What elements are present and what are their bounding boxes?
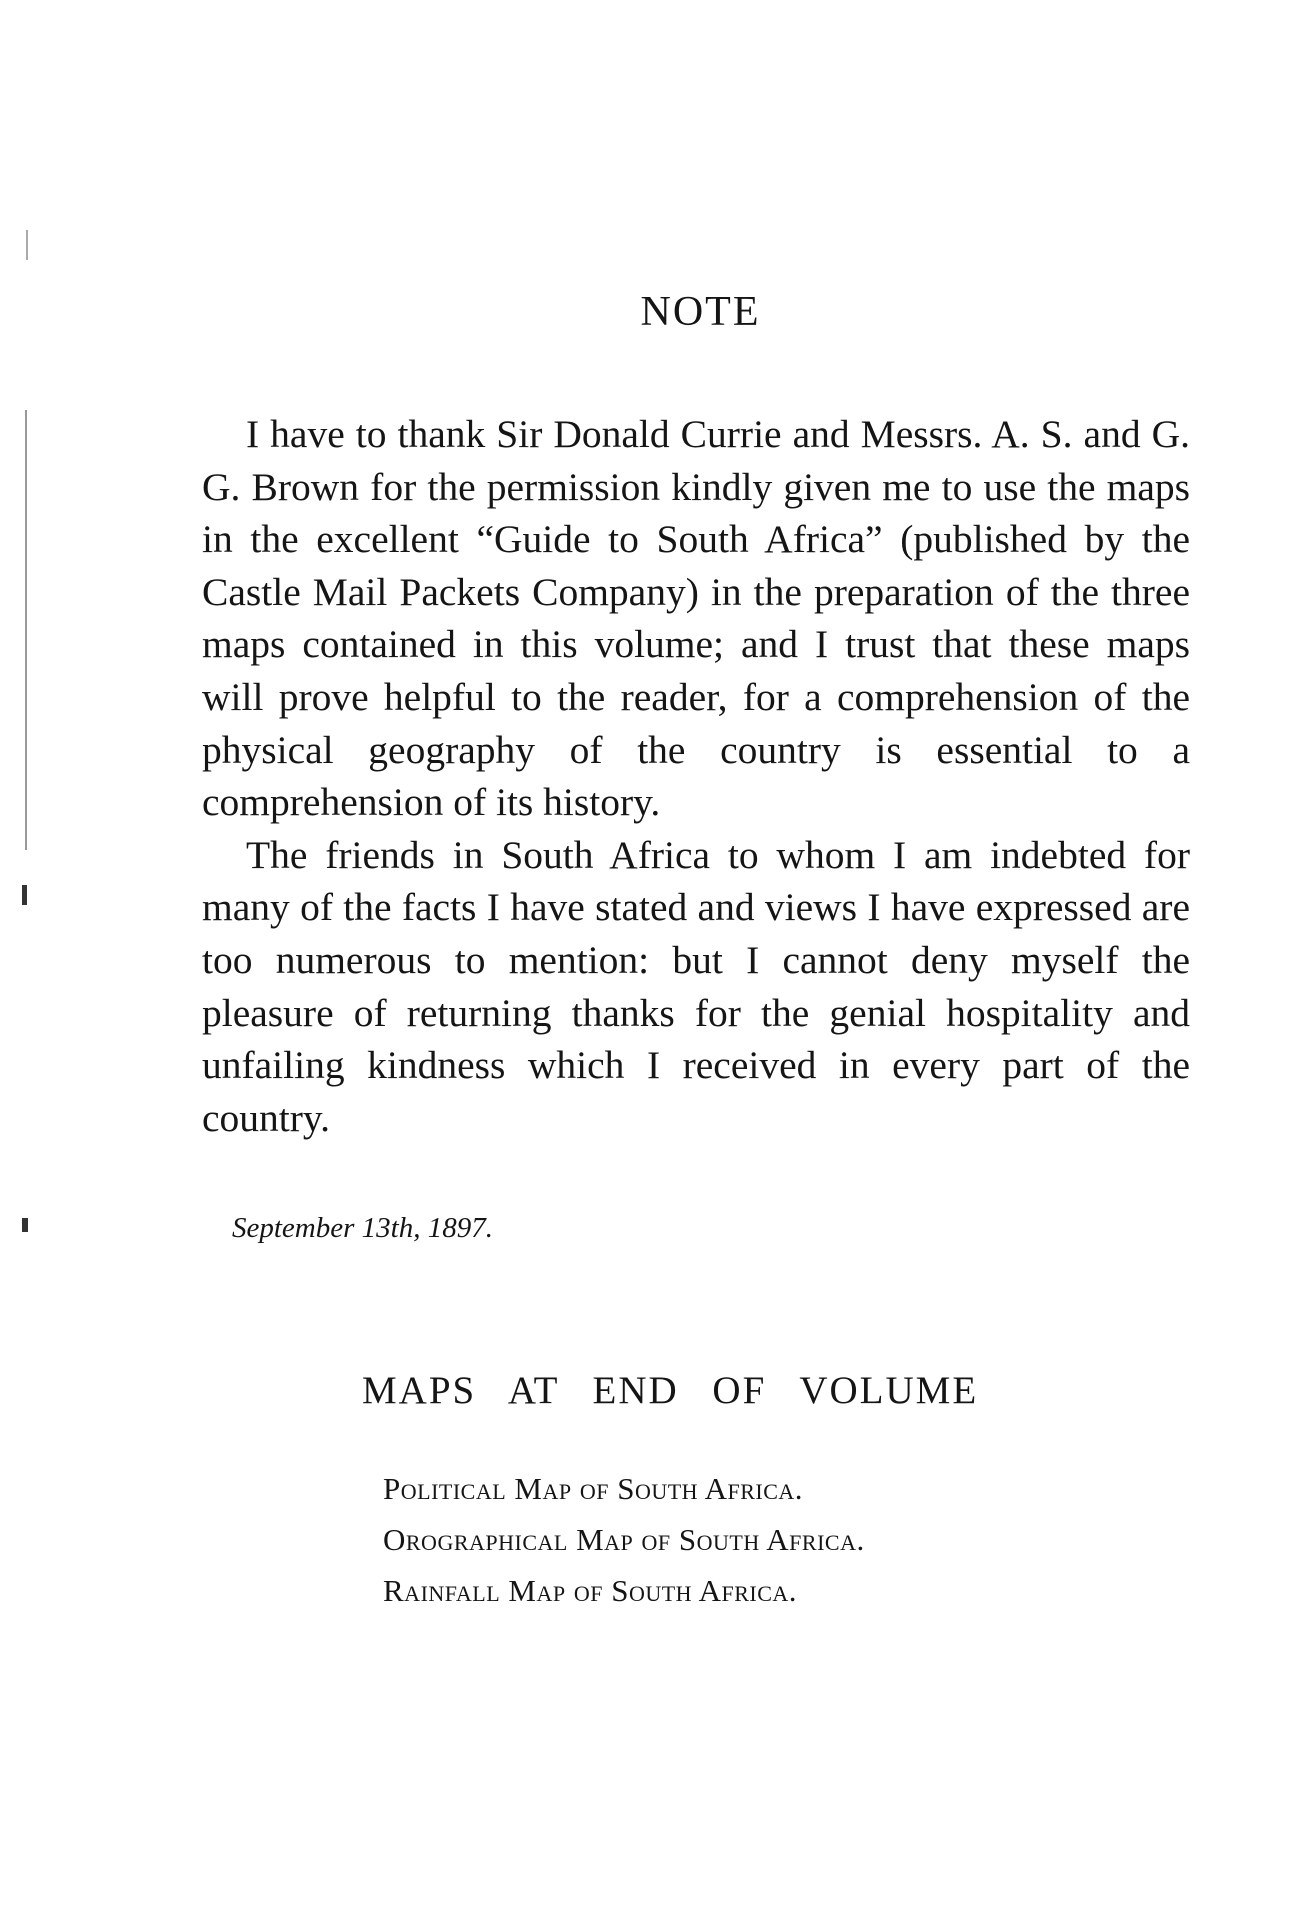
maps-heading: MAPS AT END OF VOLUME [362,1369,979,1412]
note-paragraph: I have to thank Sir Donald Currie and Messrs. A. S. and G. G. Brown for the permission kindly given me to use the maps in the excellent “Guide to South Africa” (published by the Castle Mail Packets Company) in the preparation of the three maps contained in this volume; and I trust that these maps will prove helpful to the reader, for a comprehension of the physical geography of the country is essential to a comprehension of its history. [202,412,1190,825]
list-item: Political Map of South Africa. [383,1471,804,1506]
scan-gutter-mark [26,230,28,260]
note-body [202,408,1190,1144]
list-item: Rainfall Map of South Africa. [383,1573,798,1608]
note-paragraph: The friends in South Africa to whom I am indebted for many of the facts I have stated and views I have expressed are too numerous to mention: but I cannot deny myself the pleasure of returning thanks for the genial hospitality and unfailing kindness which I received in every part of the country. [202,832,1190,1140]
list-item: Orographical Map of South Africa. [383,1522,865,1557]
note-date: September 13th, 1897. [232,1212,493,1244]
scan-gutter-mark [25,410,27,850]
maps-list [383,1463,865,1616]
scan-gutter-mark [22,885,27,905]
scan-gutter-mark [22,1218,28,1232]
page-title: NOTE [640,289,761,335]
